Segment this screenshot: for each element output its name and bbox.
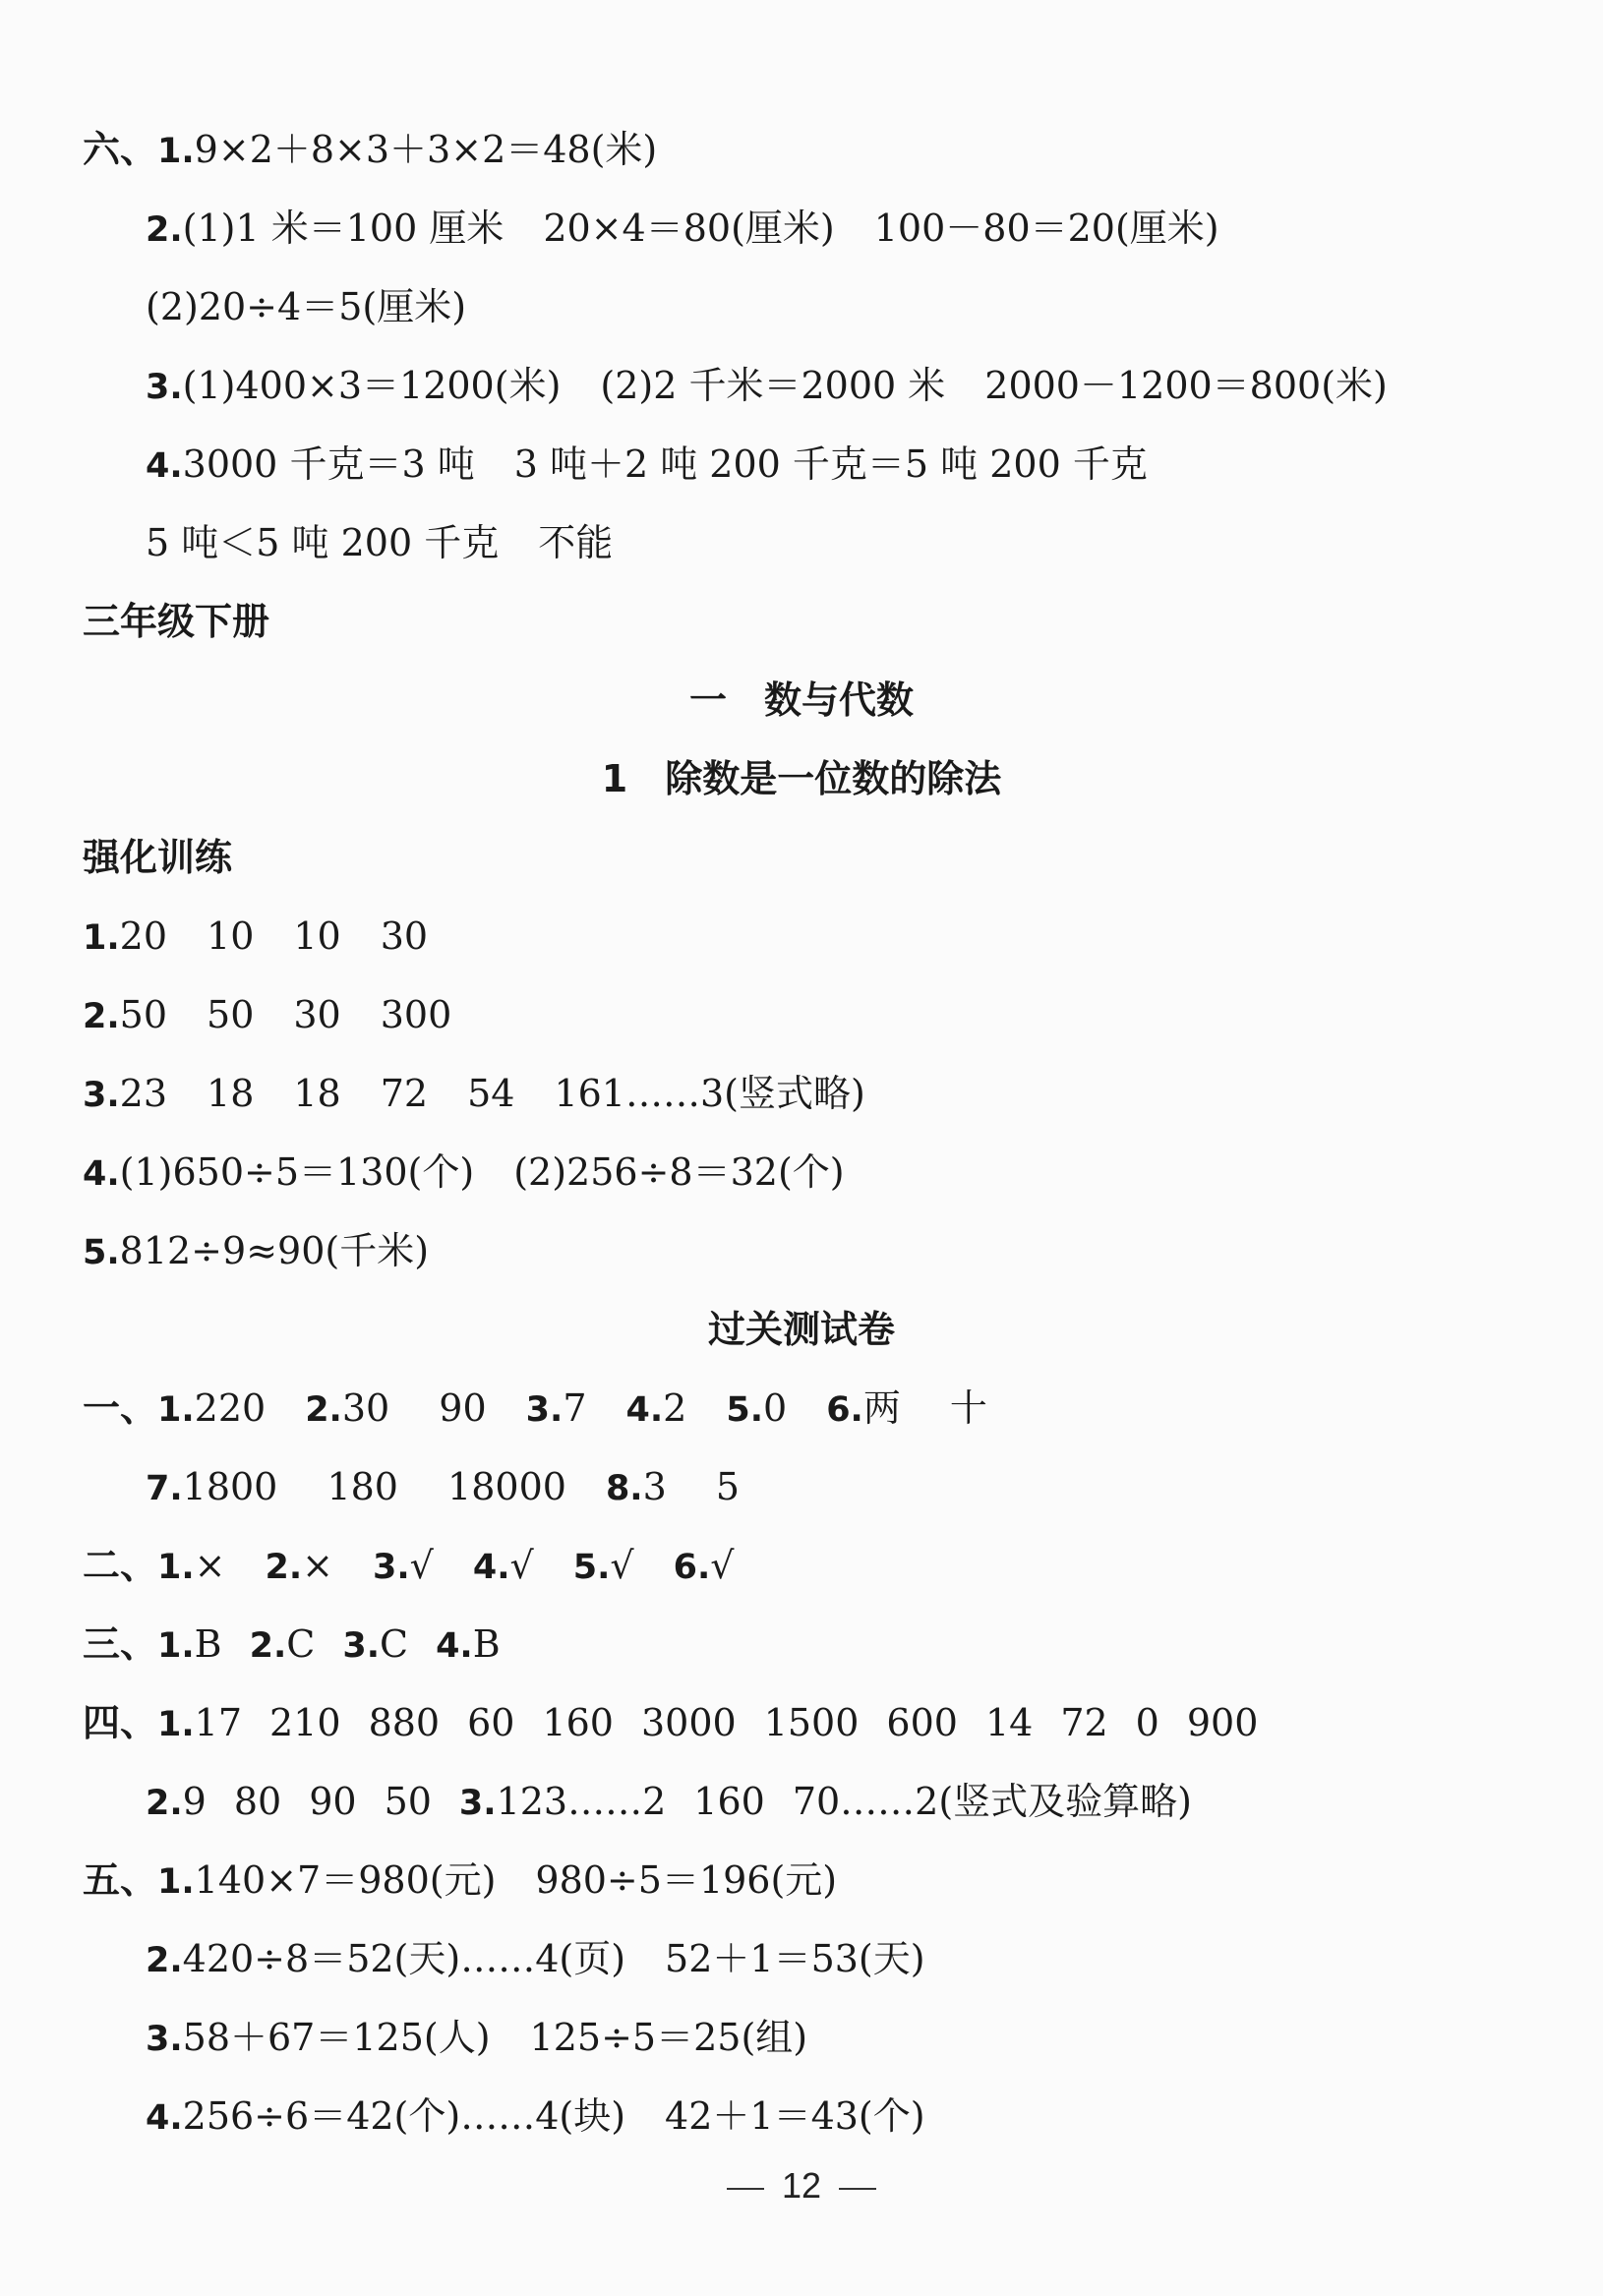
practice-1-v2: 10 [207,914,255,958]
test-s2-q1-ans: × [194,1544,226,1587]
sec6-q1-num: 1. [157,132,195,171]
test-s2-q2-num: 2. [265,1548,303,1587]
practice-1-v4: 30 [380,914,429,958]
sec6-q2-b: 20×4＝80(厘米) [543,206,835,250]
test-s4-q1-num: 1. [157,1705,195,1744]
test-s4-q1-v10: 72 [1060,1701,1108,1744]
test-s2-q4-ans: √ [509,1544,534,1587]
practice-4-v1: (1)650÷5＝130(个) [119,1150,475,1194]
test-s4-q1-v2: 210 [269,1701,341,1744]
test-s2-q5-num: 5. [572,1548,611,1587]
sec6-q1-line [83,126,657,175]
practice-1-v1: 20 [119,914,168,958]
practice-4 [83,1148,845,1198]
test-s5-q2-num: 2. [146,1941,183,1980]
sec6-q4-b: 3 吨＋2 吨 200 千克＝5 吨 200 千克 [513,442,1148,486]
test-s5-q1-b: 980÷5＝196(元) [535,1858,838,1902]
test-s3-q1-ans: B [194,1622,222,1666]
test-s5-q1-num: 1. [157,1862,195,1902]
sec6-q3-a: (1)400×3＝1200(米) [182,364,562,407]
test-s4-q2-v4: 50 [384,1780,432,1823]
practice-1 [83,913,428,962]
test-s5-q3 [146,2014,807,2063]
test-s2-q6-ans: √ [710,1544,735,1587]
test-s1-prefix: 一、 [83,1386,158,1430]
test-s5-q2-b: 52＋1＝53(天) [665,1937,925,1980]
test-s5-q1 [83,1856,837,1906]
page-footer [0,2161,1603,2209]
sec6-q3-b: (2)2 千米＝2000 米 [600,364,946,407]
test-s1-q4-ans: 2 [663,1386,687,1430]
footer-dash-left [727,2188,764,2190]
practice-2-v2: 50 [207,993,255,1036]
sec6-q4-a: 3000 千克＝3 吨 [182,442,475,486]
sec6-q3-num: 3. [146,368,183,407]
test-s5-q4-a: 256÷6＝42(个)……4(块) [182,2094,626,2138]
test-s1-q7-ans: 1800 180 18000 [182,1465,566,1508]
footer-dash-right [839,2188,876,2190]
practice-2 [83,991,451,1040]
test-s1-q1-num: 1. [157,1390,195,1430]
test-s1-q3-ans: 7 [563,1386,587,1430]
practice-4-num: 4. [83,1154,120,1194]
sec6-q3-line [146,362,1388,411]
test-s1-q7-num: 7. [146,1469,183,1508]
test-s1-q1-ans: 220 [194,1386,267,1430]
grade-title: 三年级下册 [83,600,270,643]
test-s4-q2-v2: 80 [233,1780,282,1823]
practice-5-v1: 812÷9≈90(千米) [119,1229,430,1272]
sec6-q2-cont [146,283,466,330]
test-s3-q2-ans: C [286,1622,316,1666]
test-s5-q3-num: 3. [146,2020,183,2059]
test-s5-q2-a: 420÷8＝52(天)……4(页) [182,1937,626,1980]
test-title: 过关测试卷 [707,1308,895,1351]
test-s1-row2 [146,1463,740,1512]
test-s4-q1-v4: 60 [467,1701,515,1744]
test-s3-row [83,1620,501,1670]
test-s4-q1-v8: 600 [886,1701,958,1744]
test-s1-q4-num: 4. [625,1390,664,1430]
practice-title: 强化训练 [83,836,233,879]
test-s1-q6-ans: 两 十 [862,1386,987,1430]
practice-1-v3: 10 [293,914,341,958]
practice-2-num: 2. [83,997,120,1036]
test-s5-prefix: 五、 [83,1858,158,1902]
practice-3-num: 3. [83,1076,120,1115]
test-s2-row [83,1542,735,1591]
test-s4-q1-v3: 880 [368,1701,441,1744]
test-s2-prefix: 二、 [83,1544,158,1587]
test-s4-q3-v3: 70……2(竖式及验算略) [792,1780,1193,1823]
test-s1-q2-ans: 30 90 [341,1386,487,1430]
practice-3 [83,1070,865,1119]
test-s2-q2-ans: × [302,1544,334,1587]
test-s2-q3-ans: √ [409,1544,434,1587]
test-s1-q5-ans: 0 [763,1386,788,1430]
test-s4-prefix: 四、 [83,1701,158,1744]
test-s5-q2 [146,1935,925,1984]
sec6-q1-text: 9×2＋8×3＋3×2＝48(米) [194,128,658,171]
test-s5-q3-b: 125÷5＝25(组) [529,2016,808,2059]
practice-1-num: 1. [83,918,120,958]
practice-5-num: 5. [83,1233,120,1272]
practice-2-v3: 30 [293,993,341,1036]
page-number: 12 [781,2165,822,2206]
test-s4-q1-v5: 160 [542,1701,614,1744]
test-s3-q1-num: 1. [157,1626,195,1666]
sec6-q4-d: 不能 [538,521,614,564]
practice-2-v1: 50 [119,993,168,1036]
sec6-q3-c: 2000－1200＝800(米) [984,364,1388,407]
test-s2-q5-ans: √ [610,1544,634,1587]
test-s3-q3-ans: C [380,1622,409,1666]
test-s1-q3-num: 3. [525,1390,564,1430]
test-s4-q1-v12: 900 [1186,1701,1259,1744]
test-s2-q4-num: 4. [472,1548,510,1587]
test-s3-prefix: 三、 [83,1622,158,1666]
test-s1-q8-ans: 3 5 [642,1465,741,1508]
test-s3-q4-num: 4. [436,1626,473,1666]
practice-5 [83,1227,429,1276]
practice-3-v5: 54 [467,1072,515,1115]
test-s2-q1-num: 1. [157,1548,195,1587]
test-s4-q1-v11: 0 [1135,1701,1159,1744]
sec6-q2-d: (2)20÷4＝5(厘米) [146,285,467,328]
test-s4-q1-v7: 1500 [763,1701,860,1744]
test-s4-q3-num: 3. [458,1784,497,1823]
test-s1-q5-num: 5. [726,1390,763,1430]
practice-4-v2: (2)256÷8＝32(个) [513,1150,845,1194]
sec6-q4-cont [146,519,613,566]
test-s5-q4-num: 4. [146,2098,183,2138]
test-s3-q4-ans: B [472,1622,501,1666]
test-s4-q1-v6: 3000 [640,1701,737,1744]
test-s2-q6-num: 6. [673,1548,711,1587]
test-s4-q1-v1: 17 [194,1701,243,1744]
unit-title: 一 数与代数 [688,678,914,722]
test-s5-q4 [146,2092,925,2142]
sec6-q2-a: (1)1 米＝100 厘米 [182,206,505,250]
test-s4-q3-v2: 160 [693,1780,765,1823]
sec6-q4-c: 5 吨＜5 吨 200 千克 [146,521,500,564]
sec6-q4-line [146,441,1148,490]
test-s1-q8-num: 8. [605,1469,643,1508]
sec6-q2-num: 2. [146,210,183,250]
test-s5-q4-b: 42＋1＝43(个) [665,2094,925,2138]
test-s4-q2-num: 2. [146,1784,183,1823]
test-s4-q1 [83,1699,1258,1748]
test-s5-q1-a: 140×7＝980(元) [194,1858,497,1902]
test-s4-q3-v1: 123……2 [496,1780,667,1823]
test-s3-q3-num: 3. [342,1626,380,1666]
test-s3-q2-num: 2. [249,1626,287,1666]
test-s1-q6-num: 6. [826,1390,863,1430]
test-s4-q2-q3 [146,1778,1192,1827]
test-s4-q2-v1: 9 [182,1780,207,1823]
practice-2-v4: 300 [380,993,452,1036]
practice-3-v2: 18 [207,1072,255,1115]
sec6-q2-c: 100－80＝20(厘米) [873,206,1219,250]
test-s4-q1-v9: 14 [984,1701,1034,1744]
sec6-prefix: 六、 [83,128,158,171]
test-s4-q2-v3: 90 [309,1780,357,1823]
test-s5-q3-a: 58＋67＝125(人) [182,2016,491,2059]
test-s1-q2-num: 2. [305,1390,342,1430]
chapter-title: 1 除数是一位数的除法 [601,757,1002,800]
test-s1-row1 [83,1384,987,1434]
practice-3-v6: 161……3(竖式略) [554,1072,865,1115]
practice-3-v3: 18 [293,1072,341,1115]
sec6-q4-num: 4. [146,446,183,486]
test-s2-q3-num: 3. [373,1548,410,1587]
practice-3-v4: 72 [380,1072,429,1115]
sec6-q2-line [146,205,1219,254]
practice-3-v1: 23 [119,1072,168,1115]
